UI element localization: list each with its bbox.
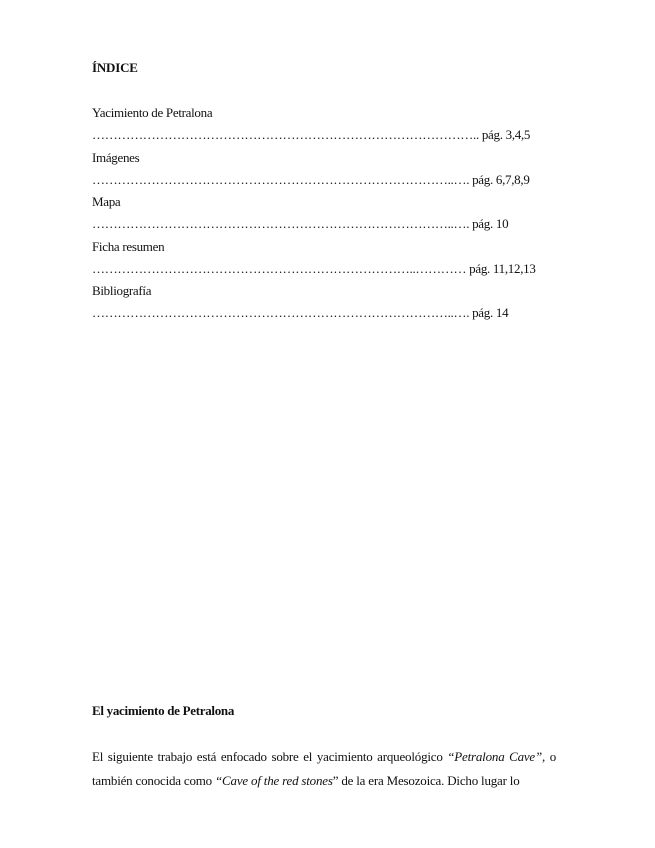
toc-entry-title: Yacimiento de Petralona [92, 105, 213, 120]
toc-entry-title: Ficha resumen [92, 238, 165, 254]
toc-entry-title: Bibliografía [92, 283, 152, 298]
toc-entry [92, 149, 562, 194]
toc-entry [92, 282, 562, 327]
toc-entry [92, 238, 562, 283]
paragraph-text: ” de la era Mesozoica. Dicho lugar lo [332, 773, 520, 788]
toc-entry-page-leader: …………………………………………………………………………..…. pág. 14 [92, 305, 509, 320]
toc-entry-page-leader: …………………………………………………………………..………… pág. 11,12,13 [92, 260, 536, 276]
section-title: El yacimiento de Petralona [92, 703, 235, 718]
table-of-contents [92, 104, 562, 327]
toc-entry-page-leader: …………………………………………………………………………..…. pág. 6,7,8,9 [92, 171, 530, 187]
toc-entry-title: Imágenes [92, 149, 140, 165]
paragraph-text: , o también conocida como [92, 749, 557, 788]
toc-entry [92, 193, 562, 238]
body-paragraph [92, 745, 556, 793]
paragraph-quote: “Cave of the red stones [215, 773, 333, 788]
index-heading: ÍNDICE [92, 60, 138, 75]
toc-entry-title: Mapa [92, 194, 121, 209]
toc-entry [92, 104, 562, 149]
toc-entry-page-leader: …………………………………………………………………………..…. pág. 10 [92, 216, 509, 231]
paragraph-text: El siguiente trabajo está enfocado sobre el yacimiento arqueológico [92, 749, 448, 764]
toc-entry-page-leader: ……………………………………………………………………………….. pág. 3,4,5 [92, 127, 531, 142]
paragraph-quote: “Petralona Cave” [447, 749, 543, 764]
